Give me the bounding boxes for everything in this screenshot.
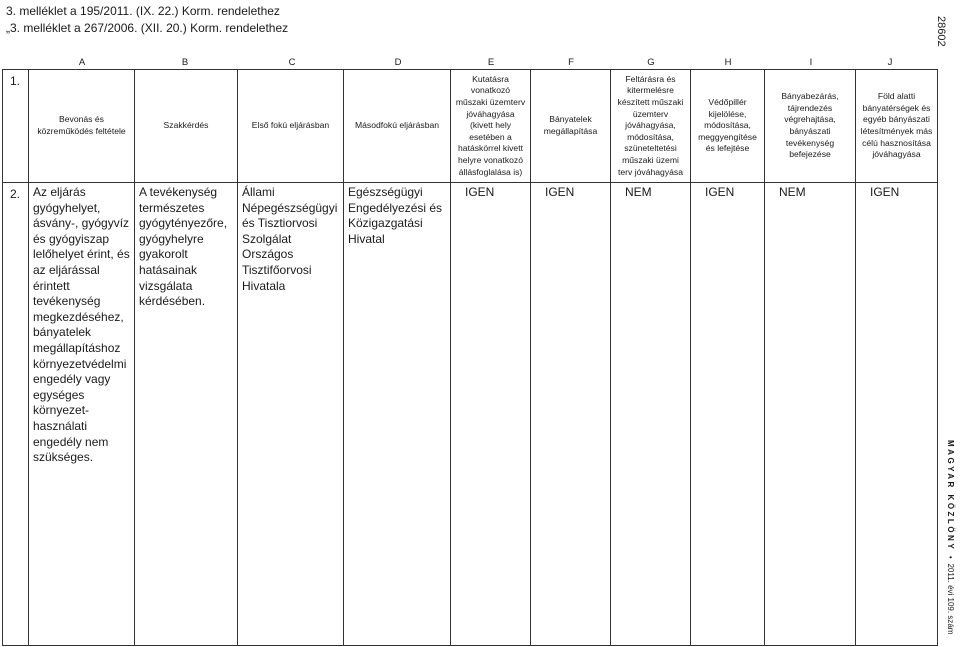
header-cell-d: Másodfokú eljárásban (344, 70, 451, 183)
header-cell-c: Első fokú eljárásban (238, 70, 344, 183)
page-code-text: 28602 (935, 16, 947, 47)
journal-footer (945, 440, 959, 640)
annex-title-line-1: 3. melléklet a 195/2011. (IX. 22.) Korm. rendelethez (6, 4, 280, 18)
column-letter-e: E (487, 57, 495, 68)
row-number-2: 2. (3, 183, 29, 646)
cell-g-value: NEM (611, 183, 691, 646)
journal-footer-text (946, 440, 955, 634)
cell-f-value: IGEN (531, 183, 611, 646)
table-row-header (3, 70, 938, 183)
column-letter-d: D (394, 57, 402, 68)
header-cell-g: Feltárásra és kitermelésre készített műszaki üzemterv jóváhagyása, módosítása, szüneteltetési műszaki üzemi terv jóváhagyása (611, 70, 691, 183)
separator-dot: • (946, 555, 955, 559)
column-letters (28, 57, 938, 69)
header-cell-j: Föld alatti bányatérségek és egyéb bányászati létesítmények más célú hasznosítása jóváhagyása (856, 70, 938, 183)
cell-h-value: IGEN (691, 183, 765, 646)
column-letter-f: F (568, 57, 574, 68)
journal-name: MAGYAR KÖZLÖNY (946, 440, 955, 552)
header-cell-e: Kutatásra vonatkozó műszaki üzemterv jóváhagyása (kivett hely esetében a hatáskörrel kivett helyre vonatkozó állásfoglalása is) (451, 70, 531, 183)
header-cell-f: Bányatelek megállapítása (531, 70, 611, 183)
column-letter-j: J (887, 57, 893, 68)
annex-table (2, 69, 938, 646)
column-letter-b: B (181, 57, 189, 68)
header-cell-h: Védőpillér kijelölése, módosítása, meggyengítése és lefejtése (691, 70, 765, 183)
cell-b-question: A tevékenység természetes gyógytényezőre, gyógyhelyre gyakorolt hatásainak vizsgálata kérdésében. (135, 183, 238, 646)
journal-issue: 2011. évi 109. szám (946, 563, 955, 635)
column-letter-c: C (288, 57, 296, 68)
page-code (935, 0, 960, 47)
cell-i-value: NEM (765, 183, 856, 646)
header-cell-i: Bányabezárás, tájrendezés végrehajtása, bányászati tevékenység befejezése (765, 70, 856, 183)
cell-a-condition: Az eljárás gyógyhelyet, ásvány-, gyógyvíz és gyógyiszap lelőhelyet érint, és az eljárással érintett tevékenység megkezdéséhez, bányatelek megállapításhoz környezetvédelmi engedély vagy egységes környezet-használati engedély nem szükséges. (29, 183, 135, 646)
cell-d-second-instance: Egészségügyi Engedélyezési és Közigazgatási Hivatal (344, 183, 451, 646)
cell-j-value: IGEN (856, 183, 938, 646)
annex-title-line-2: „3. melléklet a 267/2006. (XII. 20.) Korm. rendelethez (6, 21, 289, 35)
column-letter-i: I (809, 57, 813, 68)
row-number-1: 1. (3, 70, 29, 183)
table-row-2 (3, 183, 938, 646)
header-cell-b: Szakkérdés (135, 70, 238, 183)
column-letter-g: G (647, 57, 655, 68)
column-letter-a: A (78, 57, 86, 68)
cell-c-first-instance: Állami Népegészségügyi és Tisztiorvosi Szolgálat Országos Tisztifőorvosi Hivatala (238, 183, 344, 646)
column-letter-h: H (724, 57, 732, 68)
header-cell-a: Bevonás és közreműködés feltétele (29, 70, 135, 183)
cell-e-value: IGEN (451, 183, 531, 646)
